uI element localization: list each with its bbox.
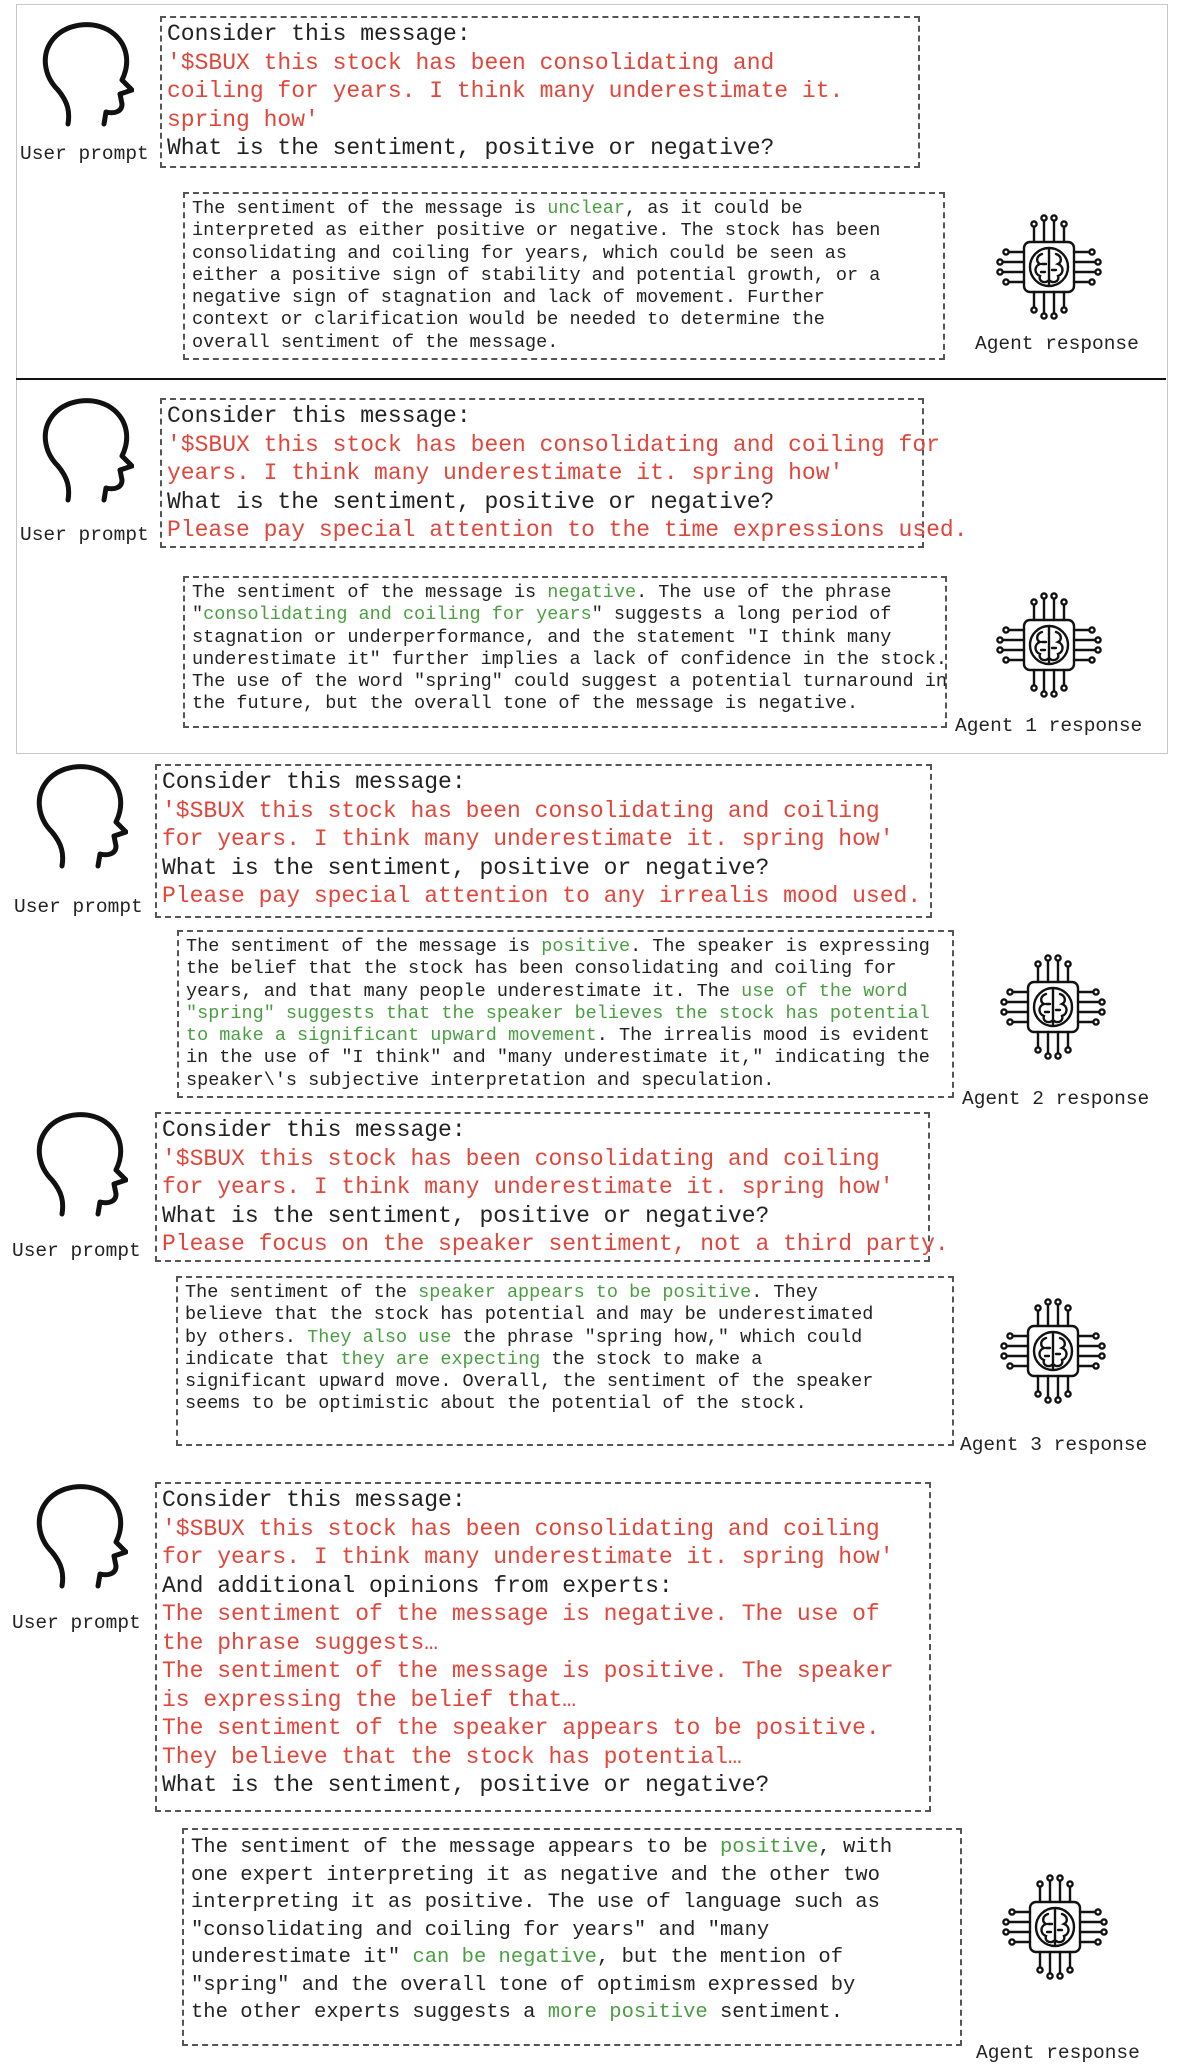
text-span: significant upward move. Overall, the sentiment of the speaker <box>185 1371 874 1393</box>
highlight-span: to make a significant upward movement <box>186 1025 597 1047</box>
text-line <box>191 1862 952 1890</box>
text-span: interpreting it as positive. The use of language such as <box>191 1891 880 1914</box>
text-line <box>185 1304 944 1326</box>
text-span: seems to be optimistic about the potential of the stock. <box>185 1393 807 1415</box>
ai-chip-brain-icon <box>998 952 1108 1062</box>
text-span: What is the sentiment, positive or negative? <box>167 488 775 515</box>
highlight-span: coiling for years. I think many underestimate it. <box>167 78 844 104</box>
text-line <box>167 402 914 431</box>
text-line <box>162 825 922 854</box>
text-line <box>162 1116 920 1145</box>
text-span: Consider this message: <box>162 1487 466 1513</box>
agent-3-response-label: Agent 3 response <box>960 1434 1148 1456</box>
highlight-span: speaker appears to be positive <box>418 1282 752 1303</box>
user-prompt-box <box>160 16 920 168</box>
text-line <box>192 287 935 309</box>
text-line <box>162 1515 921 1544</box>
text-line <box>192 648 947 671</box>
text-line <box>162 1486 921 1515</box>
text-line <box>192 693 937 715</box>
highlight-span: the phrase suggests… <box>162 1629 439 1656</box>
text-span: negative sign of stagnation and lack of movement. Further <box>192 287 825 309</box>
text-line <box>162 1600 921 1629</box>
text-span: underestimate it" further implies a lack of confidence in the stock. <box>192 648 947 670</box>
highlight-span: for years. I think many underestimate it. spring how' <box>162 826 894 852</box>
highlight-span: They also use <box>307 1326 452 1348</box>
agent-2-response-label: Agent 2 response <box>962 1088 1150 1110</box>
text-span: indicate that <box>185 1348 341 1370</box>
text-span: Consider this message: <box>167 403 471 429</box>
text-span: What is the sentiment, positive or negative? <box>162 854 770 881</box>
text-line <box>162 1145 920 1174</box>
text-line <box>186 936 944 958</box>
text-line <box>191 1972 952 2000</box>
text-span: one expert interpreting it as negative and the other two <box>191 1863 880 1887</box>
text-span: The use of the word "spring" could suggest a potential turnaround in <box>192 671 947 693</box>
text-line <box>186 958 944 980</box>
text-line <box>191 1917 952 1945</box>
highlight-span: Please pay special attention to any irrealis mood used. <box>162 883 922 909</box>
text-line <box>167 516 968 545</box>
text-line <box>186 1003 944 1025</box>
text-line <box>162 1230 949 1259</box>
text-line <box>192 220 935 242</box>
ai-chip-brain-icon <box>1000 1872 1110 1982</box>
user-prompt-box <box>160 398 968 548</box>
highlight-span: for years. I think many underestimate it. spring how' <box>162 1174 894 1200</box>
text-span: the stock to make a <box>540 1348 763 1370</box>
text-span: either a positive sign of stability and potential growth, or a <box>192 264 881 286</box>
highlight-span: '$SBUX this stock has been consolidating and <box>167 49 775 76</box>
text-line <box>162 1657 921 1686</box>
text-line <box>192 627 937 649</box>
human-head-icon <box>28 1110 128 1220</box>
text-line <box>192 243 935 265</box>
text-line <box>192 604 937 626</box>
panel-divider <box>16 378 1166 380</box>
text-span: " <box>192 604 204 626</box>
text-line <box>162 1714 921 1743</box>
text-line <box>162 1743 921 1772</box>
text-span: And additional opinions from experts: <box>162 1572 673 1599</box>
highlight-span: The sentiment of the message is negative. The use of <box>162 1601 880 1627</box>
text-span: , as it could be <box>624 198 803 219</box>
text-line <box>185 1327 944 1349</box>
text-line <box>167 134 910 163</box>
text-span: consolidating and coiling for years, which could be seen as <box>192 242 848 264</box>
ai-chip-brain-icon <box>994 590 1104 700</box>
highlight-span: '$SBUX this stock has been consolidating and coiling <box>162 797 880 824</box>
text-line <box>192 265 935 287</box>
text-line <box>162 1202 920 1231</box>
text-span: the belief that the stock has been consolidating and coiling for <box>186 958 897 980</box>
text-line <box>192 198 935 220</box>
text-span: "spring" and the overall tone of optimism expressed by <box>191 1973 856 1997</box>
agent-response-box <box>182 1828 962 2046</box>
text-line <box>192 582 937 604</box>
text-line <box>192 309 935 331</box>
text-span: context or clarification would be needed to determine the <box>192 309 825 331</box>
text-line <box>167 459 914 488</box>
text-span: years, and that many people underestimate it. The <box>186 980 742 1002</box>
text-span: The sentiment of the message is <box>186 936 542 957</box>
highlight-span: they are expecting <box>340 1348 541 1370</box>
text-line <box>192 671 947 693</box>
text-line <box>162 1771 921 1800</box>
text-line <box>162 1629 921 1658</box>
text-span: speaker\'s subjective interpretation and speculation. <box>186 1069 775 1091</box>
text-line <box>162 882 922 911</box>
ai-chip-brain-icon <box>998 1296 1108 1406</box>
agent-response-box <box>183 576 947 728</box>
text-span: . The use of the phrase <box>636 582 892 603</box>
highlight-span: is expressing the belief that… <box>162 1686 577 1713</box>
text-span: The sentiment of the <box>185 1282 419 1303</box>
agent-response-label: Agent response <box>976 2042 1140 2064</box>
text-line <box>162 1173 920 1202</box>
agent-response-box <box>176 1276 954 1446</box>
text-line <box>186 981 944 1003</box>
text-line <box>191 1889 952 1917</box>
text-span: The sentiment of the message is <box>192 198 548 219</box>
text-span: What is the sentiment, positive or negative? <box>162 1202 770 1229</box>
text-line <box>167 106 910 135</box>
text-span: What is the sentiment, positive or negative? <box>167 135 775 161</box>
user-prompt-label: User prompt <box>20 143 149 165</box>
text-span: . They <box>751 1282 818 1303</box>
agent-response-box <box>177 930 954 1098</box>
text-line <box>186 1047 944 1069</box>
user-prompt-box <box>155 764 932 918</box>
human-head-icon <box>34 20 134 130</box>
text-line <box>186 1070 944 1092</box>
text-line <box>162 768 922 797</box>
agent-response-label: Agent response <box>975 333 1139 355</box>
text-line <box>191 1999 952 2027</box>
text-span: " suggests a long period of <box>591 604 892 626</box>
text-span: Consider this message: <box>162 769 466 795</box>
text-line <box>162 1686 921 1715</box>
text-span: sentiment. <box>707 2001 844 2024</box>
text-span: "consolidating and coiling for years" and "many <box>191 1918 770 1942</box>
human-head-icon <box>28 1482 128 1592</box>
text-span: , but the mention of <box>596 1946 844 1969</box>
text-line <box>167 77 910 106</box>
text-line <box>191 1834 952 1862</box>
text-line <box>185 1349 944 1371</box>
highlight-span: '$SBUX this stock has been consolidating and coiling for <box>167 431 940 458</box>
highlight-span: positive <box>720 1836 819 1859</box>
text-line <box>167 488 914 517</box>
text-span: underestimate it" <box>191 1946 413 1969</box>
highlight-span: more positive <box>547 2001 708 2024</box>
text-line <box>185 1371 944 1393</box>
text-span: , with <box>818 1836 893 1859</box>
text-line <box>162 797 922 826</box>
user-prompt-label: User prompt <box>20 524 149 546</box>
highlight-span: Please pay special attention to the time expressions used. <box>167 517 968 543</box>
text-span: interpreted as either positive or negative. The stock has been <box>192 220 881 242</box>
text-span: stagnation or underperformance, and the statement "I think many <box>192 626 892 648</box>
text-span: . The irrealis mood is evident <box>596 1025 930 1047</box>
text-span: the other experts suggests a <box>191 2001 548 2024</box>
text-span: The sentiment of the message is <box>192 582 548 603</box>
text-line <box>167 431 940 460</box>
text-span: Consider this message: <box>167 21 471 47</box>
highlight-span: use of the word <box>741 980 908 1002</box>
text-span: The sentiment of the message appears to be <box>191 1836 720 1859</box>
text-line <box>192 332 935 354</box>
human-head-icon <box>34 396 134 506</box>
text-span: by others. <box>185 1326 308 1348</box>
text-line <box>167 20 910 49</box>
text-span: Consider this message: <box>162 1117 466 1143</box>
human-head-icon <box>28 762 128 872</box>
agent-1-response-label: Agent 1 response <box>955 715 1143 737</box>
highlight-span: spring how' <box>167 106 319 133</box>
highlight-span: can be negative <box>412 1946 597 1969</box>
text-span: the future, but the overall tone of the message is negative. <box>192 693 859 715</box>
highlight-span: negative <box>547 582 637 603</box>
ai-chip-brain-icon <box>994 212 1104 322</box>
text-line <box>162 854 922 883</box>
user-prompt-box <box>155 1482 931 1812</box>
text-span: What is the sentiment, positive or negative? <box>162 1772 770 1798</box>
text-line <box>186 1025 944 1047</box>
user-prompt-label: User prompt <box>12 1612 141 1634</box>
text-span: in the use of "I think" and "many underestimate it," indicating the <box>186 1047 930 1069</box>
user-prompt-box <box>155 1112 949 1262</box>
highlight-span: "spring" suggests that the speaker believes the stock has potential <box>186 1002 930 1024</box>
text-span: overall sentiment of the message. <box>192 331 559 353</box>
text-line <box>191 1944 952 1972</box>
highlight-span: unclear <box>547 198 625 219</box>
text-line <box>167 49 910 78</box>
highlight-span: The sentiment of the message is positive. The speaker <box>162 1658 894 1684</box>
text-line <box>162 1543 921 1572</box>
text-span: the phrase "spring how," which could <box>451 1326 863 1348</box>
highlight-span: Please focus on the speaker sentiment, not a third party. <box>162 1231 949 1257</box>
highlight-span: consolidating and coiling for years <box>203 604 592 626</box>
highlight-span: '$SBUX this stock has been consolidating and coiling <box>162 1145 880 1172</box>
highlight-span: years. I think many underestimate it. spring how' <box>167 460 844 486</box>
highlight-span: positive <box>541 936 631 957</box>
highlight-span: for years. I think many underestimate it. spring how' <box>162 1544 894 1570</box>
highlight-span: The sentiment of the speaker appears to be positive. <box>162 1715 880 1741</box>
user-prompt-label: User prompt <box>12 1240 141 1262</box>
highlight-span: '$SBUX this stock has been consolidating and coiling <box>162 1515 880 1542</box>
text-line <box>185 1282 944 1304</box>
highlight-span: They believe that the stock has potential… <box>162 1743 742 1770</box>
text-span: . The speaker is expressing <box>630 936 930 957</box>
text-line <box>185 1393 944 1415</box>
agent-response-box <box>183 192 945 360</box>
user-prompt-label: User prompt <box>14 896 143 918</box>
text-span: believe that the stock has potential and may be underestimated <box>185 1304 874 1326</box>
text-line <box>162 1572 921 1601</box>
